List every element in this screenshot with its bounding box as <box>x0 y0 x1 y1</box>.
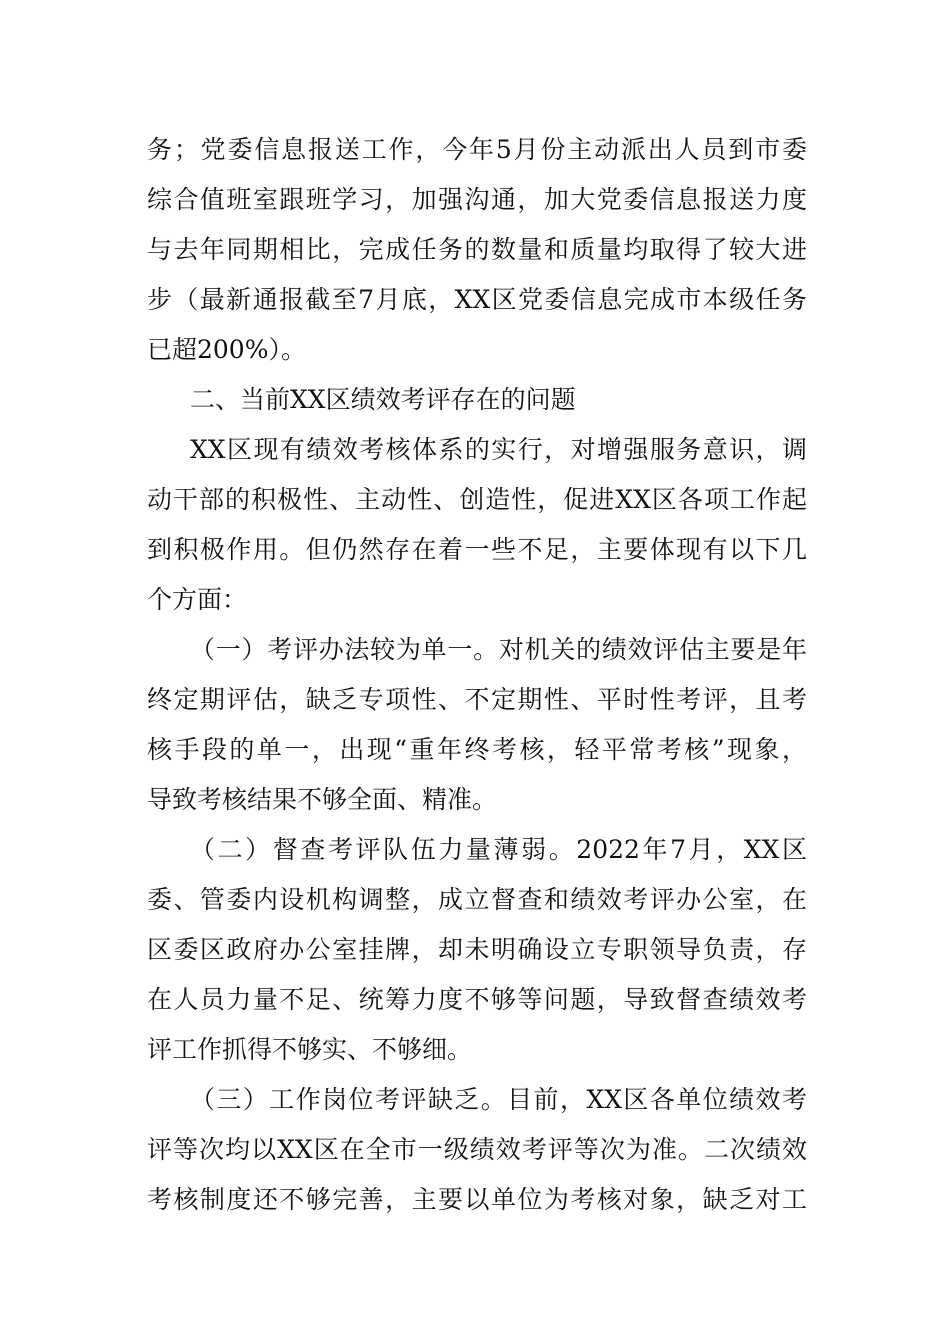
text-line: 评等次均以XX区在全市一级绩效考评等次为准。二次绩效 <box>147 1135 807 1164</box>
text-line: 与去年同期相比，完成任务的数量和质量均取得了较大进 <box>147 235 807 264</box>
text-line: （三）工作岗位考评缺乏。目前，XX区各单位绩效考 <box>190 1085 807 1114</box>
text-line: 步（最新通报截至7月底，XX区党委信息完成市本级任务 <box>147 285 807 314</box>
text-line: （二）督查考评队伍力量薄弱。2022年7月，XX区 <box>190 835 807 864</box>
text-line: 考核制度还不够完善，主要以单位为考核对象，缺乏对工 <box>147 1185 807 1214</box>
text-line: XX区现有绩效考核体系的实行，对增强服务意识，调 <box>190 435 807 464</box>
text-line: 已超200%）。 <box>147 335 306 364</box>
section-heading: 二、当前XX区绩效考评存在的问题 <box>190 385 576 414</box>
text-line: 务；党委信息报送工作，今年5月份主动派出人员到市委 <box>147 135 807 164</box>
text-line: 导致考核结果不够全面、精准。 <box>147 785 498 814</box>
text-line: （一）考评办法较为单一。对机关的绩效评估主要是年 <box>190 635 807 664</box>
text-line: 区委区政府办公室挂牌，却未明确设立专职领导负责，存 <box>147 935 807 964</box>
text-line: 在人员力量不足、统筹力度不够等问题，导致督查绩效考 <box>147 985 807 1014</box>
text-line: 动干部的积极性、主动性、创造性，促进XX区各项工作起 <box>147 485 807 514</box>
text-line: 到积极作用。但仍然存在着一些不足，主要体现有以下几 <box>147 535 807 564</box>
text-line: 个方面： <box>147 585 248 614</box>
text-line: 综合值班室跟班学习，加强沟通，加大党委信息报送力度 <box>147 185 807 214</box>
text-line: 委、管委内设机构调整，成立督查和绩效考评办公室，在 <box>147 885 807 914</box>
text-line: 核手段的单一，出现“重年终考核，轻平常考核”现象， <box>147 735 807 764</box>
text-line: 评工作抓得不够实、不够细。 <box>147 1035 473 1064</box>
text-line: 终定期评估，缺乏专项性、不定期性、平时性考评，且考 <box>147 685 807 714</box>
